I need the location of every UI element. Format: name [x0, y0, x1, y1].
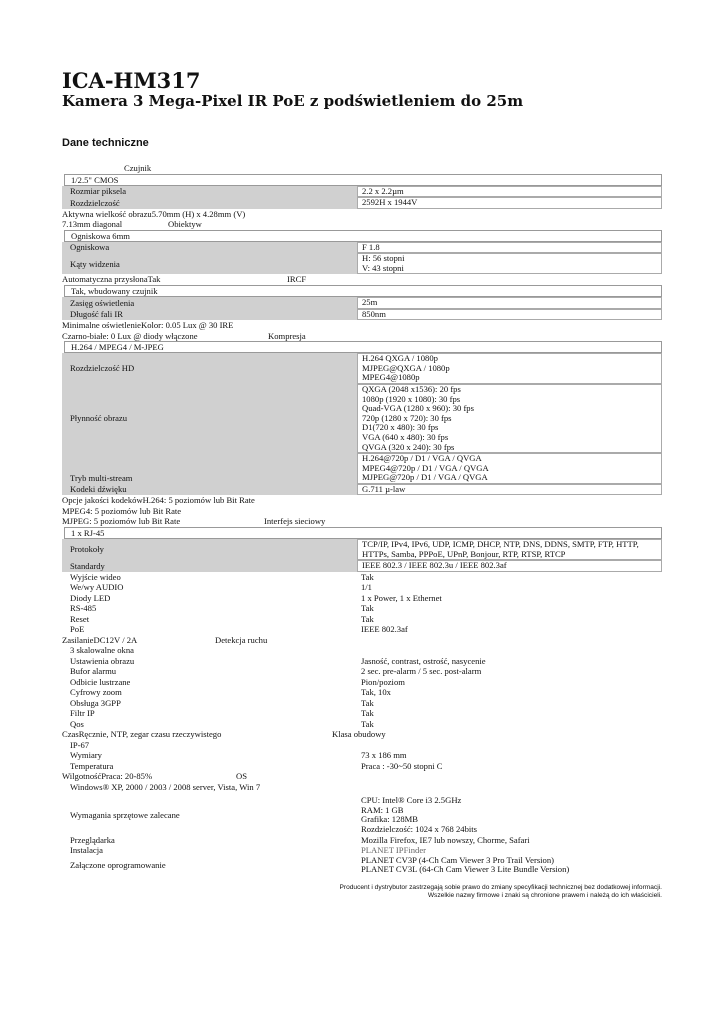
spec-row — [62, 186, 662, 198]
time-line — [62, 729, 662, 740]
spec-value — [357, 197, 662, 209]
spec-value: Tak — [361, 718, 374, 729]
spec-value — [357, 242, 662, 254]
footer-line: Producent i dystrybutor zastrzegają sobie prawo do zmiany specyfikacji technicznej bez dodatkowej informacji. — [339, 884, 662, 891]
spec-value — [357, 796, 662, 834]
active-area — [62, 209, 662, 220]
lens-focal: Ogniskowa 6mm — [64, 230, 662, 242]
spec-row — [62, 687, 662, 698]
compression-heading: Kompresja — [268, 330, 306, 341]
spec-value-line: RAM: 1 GB — [361, 804, 404, 815]
spec-value: PLANET IPFinder — [361, 845, 427, 856]
footer-line: Wszelkie nazwy firmowe i znaki są chronione prawem i należą do ich właścicieli. — [427, 892, 662, 900]
spec-row — [62, 484, 662, 496]
spec-value-line: MJPEG@QXGA / 1080p — [362, 362, 450, 373]
spec-label: Qos — [70, 718, 84, 729]
spec-value — [357, 309, 662, 321]
quality-line-2 — [62, 506, 662, 517]
spec-value-line: Rozdzielczość: 1024 x 768 24bits — [361, 824, 477, 835]
spec-label: Załączone oprogramowanie — [70, 859, 166, 870]
spec-row — [62, 593, 662, 604]
spec-row — [62, 677, 662, 688]
ircf-value: Tak, wbudowany czujnik — [64, 285, 662, 297]
spec-row — [62, 297, 662, 309]
motion-heading: Detekcja ruchu — [215, 634, 268, 645]
spec-value-line: CPU: Intel® Core i3 2.5GHz — [361, 795, 462, 806]
spec-label: Wymagania sprzętowe zalecane — [70, 810, 180, 821]
spec-value-line: QXGA (2048 x1536): 20 fps — [362, 383, 461, 394]
spec-label: Wymiary — [70, 750, 102, 761]
spec-label: Tryb multi-stream — [62, 453, 357, 484]
spec-row — [62, 560, 662, 572]
compression-formats: H.264 / MPEG4 / M-JPEG — [64, 341, 662, 353]
min-light-bw-text: Czarno-białe: 0 Lux @ diody włączone — [62, 330, 198, 341]
power-text: ZasilanieDC12V / 2A — [62, 634, 138, 645]
spec-label: Długość fali IR — [62, 309, 357, 321]
spec-row — [62, 353, 662, 384]
humidity-text: WilgotnośćPraca: 20-85% — [62, 771, 153, 782]
spec-value-line: H.264 QXGA / 1080p — [362, 353, 438, 364]
lens-heading: Obiektyw — [168, 219, 202, 230]
sensor-heading-line — [62, 163, 662, 174]
spec-value-line: 1080p (1920 x 1080): 30 fps — [362, 393, 461, 404]
spec-value-line: H: 56 stopni — [362, 253, 405, 264]
spec-value — [357, 384, 662, 453]
diagonal-text: 7.13mm diagonal — [62, 219, 123, 230]
humidity-line — [62, 771, 662, 782]
spec-value: Jasność, contrast, ostrość, nasycenie — [361, 655, 486, 666]
spec-label: Rozdzielczość — [62, 197, 357, 209]
spec-label: Odbicie lustrzane — [70, 676, 131, 687]
spec-label: Kodeki dźwięku — [62, 484, 357, 496]
spec-row — [62, 698, 662, 709]
spec-row — [62, 242, 662, 254]
network-port: 1 x RJ-45 — [64, 527, 662, 539]
quality-text: MPEG4: 5 poziomów lub Bit Rate — [62, 505, 182, 516]
spec-row — [62, 761, 662, 772]
spec-value-line: Quad-VGA (1280 x 960): 30 fps — [362, 403, 474, 414]
network-heading: Interfejs sieciowy — [264, 516, 326, 527]
spec-value: 1 x Power, 1 x Ethernet — [361, 592, 442, 603]
autoiris-line — [62, 274, 662, 285]
spec-value — [357, 560, 662, 572]
os-value: Windows® XP, 2000 / 2003 / 2008 server, Vista, Win 7 — [70, 781, 261, 792]
spec-value — [357, 484, 662, 496]
autoiris-text: Automatyczna przysłonaTak — [62, 274, 161, 285]
spec-row — [62, 309, 662, 321]
spec-value: 1/1 — [361, 582, 372, 593]
spec-label: Płynność obrazu — [62, 384, 357, 453]
spec-value — [357, 186, 662, 198]
spec-value-line: 850nm — [362, 308, 386, 319]
spec-value-line: MJPEG@720p / D1 / VGA / QVGA — [362, 472, 488, 483]
spec-value-line: VGA (640 x 480): 30 fps — [362, 431, 449, 442]
product-code: ICA-HM317 — [62, 68, 201, 93]
spec-row — [62, 796, 662, 834]
power-line — [62, 635, 662, 646]
spec-label: Zasięg oświetlenia — [62, 297, 357, 309]
spec-value: Praca : -30~50 stopni C — [361, 760, 443, 771]
spec-label: Kąty widzenia — [62, 253, 357, 274]
spec-row — [62, 603, 662, 614]
spec-value: Tak — [361, 697, 374, 708]
spec-label: Filtr IP — [70, 708, 95, 719]
spec-value: Tak — [361, 603, 374, 614]
spec-value-line: F 1.8 — [362, 241, 380, 252]
footer-note — [339, 884, 662, 901]
os-heading: OS — [236, 771, 247, 782]
spec-label: Temperatura — [70, 760, 114, 771]
ircf-heading: IRCF — [287, 274, 307, 285]
spec-label: Standardy — [62, 560, 357, 572]
time-text: CzasRęcznie, NTP, zegar czasu rzeczywistego — [62, 729, 222, 740]
spec-value: IEEE 802.3af — [361, 624, 408, 635]
spec-value-line: MPEG4@1080p — [362, 372, 420, 383]
spec-label: RS-485 — [70, 603, 97, 614]
spec-value-line: G.711 µ-law — [362, 483, 406, 494]
spec-value-line: IEEE 802.3 / IEEE 802.3u / IEEE 802.3af — [362, 560, 507, 571]
spec-value: Tak, 10x — [361, 687, 391, 698]
spec-value: Tak — [361, 708, 374, 719]
motion-value: 3 skalowalne okna — [70, 645, 134, 656]
spec-row — [62, 572, 662, 583]
spec-value — [357, 297, 662, 309]
housing-heading: Klasa obudowy — [332, 729, 386, 740]
min-light-bw — [62, 331, 662, 342]
spec-label: Przeglądarka — [70, 834, 115, 845]
spec-label: Diody LED — [70, 592, 111, 603]
spec-label: Rozdzielczość HD — [62, 353, 357, 384]
spec-row — [62, 835, 662, 846]
spec-value: 2 sec. pre-alarm / 5 sec. post-alarm — [361, 666, 482, 677]
spec-value-line: D1(720 x 480): 30 fps — [362, 422, 439, 433]
spec-value: Tak — [361, 571, 374, 582]
min-light-color — [62, 320, 662, 331]
spec-row — [62, 453, 662, 484]
spec-value-line: Grafika: 128MB — [361, 814, 419, 825]
spec-row — [62, 856, 662, 875]
spec-label: Reset — [70, 613, 90, 624]
spec-label: Ustawienia obrazu — [70, 655, 135, 666]
spec-row — [62, 666, 662, 677]
spec-label: Rozmiar piksela — [62, 186, 357, 198]
housing-value: IP-67 — [70, 739, 90, 750]
diagonal-line — [62, 219, 662, 230]
spec-value — [357, 253, 662, 274]
sensor-type: 1/2.5" CMOS — [64, 174, 662, 186]
spec-value-line: 2592H x 1944V — [362, 197, 418, 208]
section-heading: Dane techniczne — [62, 137, 149, 149]
quality-line-3 — [62, 516, 662, 527]
spec-label: Ogniskowa — [62, 242, 357, 254]
spec-label: Instalacja — [70, 845, 103, 856]
spec-value-line: MPEG4@720p / D1 / VGA / QVGA — [362, 462, 489, 473]
spec-row — [62, 384, 662, 453]
spec-row — [62, 750, 662, 761]
spec-value — [357, 856, 662, 875]
spec-value-line: H.264@720p / D1 / VGA / QVGA — [362, 453, 482, 464]
spec-row — [62, 708, 662, 719]
motion-line — [62, 645, 662, 656]
spec-value: Pion/poziom — [361, 676, 405, 687]
spec-table — [62, 163, 662, 875]
active-area-text: Aktywna wielkość obrazu5.70mm (H) x 4.28mm (V) — [62, 208, 246, 219]
spec-row — [62, 624, 662, 635]
spec-label: We/wy AUDIO — [70, 582, 124, 593]
spec-value-line: HTTPs, Samba, PPPoE, UPnP, Bonjour, RTP, RTSP, RTCP — [362, 548, 566, 559]
spec-value-line: 2.2 x 2.2µm — [362, 185, 404, 196]
spec-value-line: 25m — [362, 296, 378, 307]
spec-row — [62, 582, 662, 593]
spec-value: 73 x 186 mm — [361, 750, 407, 761]
spec-label: Cyfrowy zoom — [70, 687, 122, 698]
spec-row — [62, 197, 662, 209]
spec-row — [62, 719, 662, 730]
spec-value-line: TCP/IP, IPv4, IPv6, UDP, ICMP, DHCP, NTP, DNS, DDNS, SMTP, FTP, HTTP, — [362, 538, 639, 549]
spec-row — [62, 539, 662, 560]
spec-label: Protokoły — [62, 539, 357, 560]
os-line — [62, 782, 662, 793]
quality-text: Opcje jakości kodekówH.264: 5 poziomów lub Bit Rate — [62, 495, 255, 506]
min-light-color-text: Minimalne oświetlenieKolor: 0.05 Lux @ 30 IRE — [62, 320, 234, 331]
spec-value: Mozilla Firefox, IE7 lub nowszy, Chorme, Safari — [361, 834, 530, 845]
spec-label: Obsługa 3GPP — [70, 697, 121, 708]
spec-value — [357, 453, 662, 484]
spec-row — [62, 614, 662, 625]
spec-row — [62, 656, 662, 667]
spec-value-line: 720p (1280 x 720): 30 fps — [362, 412, 452, 423]
spec-label: Bufor alarmu — [70, 666, 117, 677]
spec-value — [357, 353, 662, 384]
spec-value: Tak — [361, 613, 374, 624]
spec-value-line: V: 43 stopni — [362, 262, 404, 273]
spec-value-line: PLANET CV3L (64-Ch Cam Viewer 3 Lite Bundle Version) — [361, 864, 570, 875]
product-title: Kamera 3 Mega-Pixel IR PoE z podświetleniem do 25m — [62, 92, 524, 110]
spec-value-line: QVGA (320 x 240): 30 fps — [362, 441, 455, 452]
housing-line — [62, 740, 662, 751]
spec-value — [357, 539, 662, 560]
quality-line-1 — [62, 495, 662, 506]
spec-row — [62, 253, 662, 274]
spec-value-line: PLANET CV3P (4-Ch Cam Viewer 3 Pro Trail Version) — [361, 854, 555, 865]
spec-label: PoE — [70, 624, 85, 635]
spec-label: Wyjście wideo — [70, 571, 121, 582]
quality-text: MJPEG: 5 poziomów lub Bit Rate — [62, 516, 181, 527]
sensor-heading: Czujnik — [124, 163, 152, 173]
